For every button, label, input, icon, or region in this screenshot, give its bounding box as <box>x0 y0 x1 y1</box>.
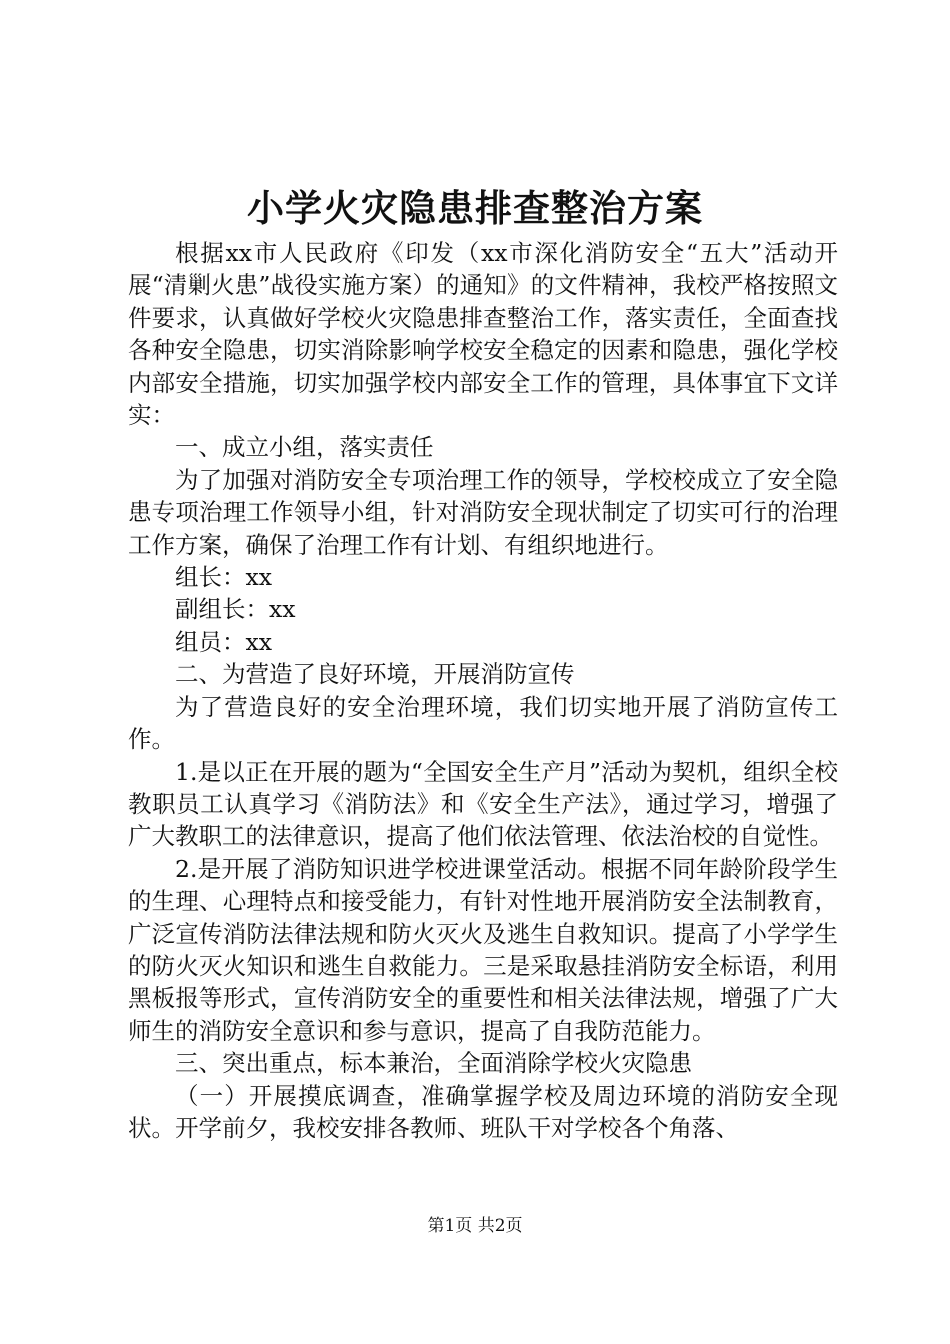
page-footer: 第1页 共2页 <box>427 1216 523 1236</box>
paragraph-intro: 根据xx市人民政府《印发（xx市深化消防安全“五大”活动开展“清剿火患”战役实施方案）的通知》的文件精神，我校严格按照文件要求，认真做好学校火灾隐患排查整治工作，落实责任，全面查找各种安全隐患，切实消除影响学校安全稳定的因素和隐患，强化学校内部安全措施，切实加强学校内部安全工作的管理，具体事宜下文详实： <box>128 239 838 430</box>
section-heading-3: 三、突出重点，标本兼治，全面消除学校火灾隐患 <box>175 1049 692 1078</box>
paragraph-section-3-1: （一）开展摸底调查，准确掌握学校及周边环境的消防安全现状。开学前夕，我校安排各教师、班队干对学校各个角落、 <box>128 1081 838 1142</box>
paragraph-section-2: 为了营造良好的安全治理环境，我们切实地开展了消防宣传工作。 <box>128 692 838 754</box>
deputy-leader-line: 副组长：xx <box>175 595 296 624</box>
group-leader-line: 组长：xx <box>175 563 273 592</box>
list-item-2: 2.是开展了消防知识进学校进课堂活动。根据不同年龄阶段学生的生理、心理特点和接受能力，有针对性地开展消防安全法制教育，广泛宣传消防法律法规和防火灭火及逃生自救知识。提高了小学学生的防火灭火知识和逃生自救能力。三是采取悬挂消防安全标语，利用黑板报等形式，宣传消防安全的重要性和相关法律法规，增强了广大师生的消防安全意识和参与意识，提高了自我防范能力。 <box>128 854 838 1045</box>
document-title: 小学火灾隐患排查整治方案 <box>247 186 703 230</box>
section-heading-1: 一、成立小组，落实责任 <box>175 433 434 462</box>
paragraph-section-1: 为了加强对消防安全专项治理工作的领导，学校校成立了安全隐患专项治理工作领导小组，针对消防安全现状制定了切实可行的治理工作方案，确保了治理工作有计划、有组织地进行。 <box>128 465 838 559</box>
document-body <box>128 237 838 1144</box>
list-item-1: 1.是以正在开展的题为“全国安全生产月”活动为契机，组织全校教职员工认真学习《消防法》和《安全生产法》，通过学习，增强了广大教职工的法律意识，提高了他们依法管理、依法治校的自觉性。 <box>128 757 838 851</box>
section-heading-2: 二、为营造了良好环境，开展消防宣传 <box>175 660 575 689</box>
members-line: 组员：xx <box>175 627 273 656</box>
